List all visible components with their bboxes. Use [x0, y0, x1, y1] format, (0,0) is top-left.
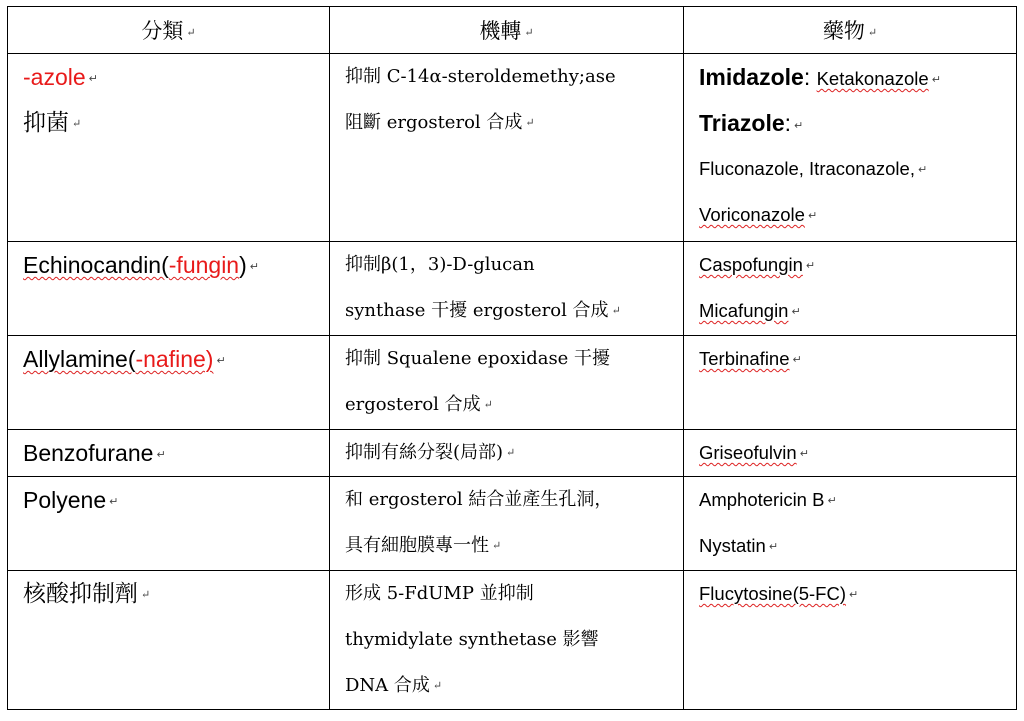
category-cell [8, 430, 330, 477]
drug-name: Amphotericin B [699, 489, 825, 510]
paragraph-mark-icon: ↵ [186, 26, 196, 39]
drugs-cell [684, 571, 1017, 710]
paragraph-mark-icon: ↵ [799, 448, 809, 461]
paragraph-mark-icon: ↵ [141, 588, 151, 601]
drugs-cell [684, 477, 1017, 571]
category-cell [8, 477, 330, 571]
paragraph-mark-icon: ↵ [432, 679, 443, 692]
mechanism-cell [330, 477, 684, 571]
paragraph-mark-icon: ↵ [768, 541, 779, 554]
mechanism-line: DNA 合成 [345, 675, 430, 696]
paragraph-mark-icon: ↵ [807, 210, 818, 223]
mechanism-cell [330, 430, 684, 477]
header-drugs: 藥物 ↵ [684, 7, 1017, 54]
category-cell [8, 54, 330, 242]
paragraph-mark-icon: ↵ [524, 26, 534, 39]
paragraph-mark-icon: ↵ [827, 495, 837, 508]
category-name: Benzofurane [23, 440, 154, 466]
table-row [8, 571, 1017, 710]
mechanism-line: 抑制有絲分裂(局部) [345, 442, 504, 463]
mechanism-cell [330, 336, 684, 430]
drug-class-triazole: Triazole [699, 110, 785, 136]
table-row [8, 430, 1017, 477]
mechanism-line: thymidylate synthetase 影響 [345, 629, 599, 650]
category-name: 核酸抑制劑 [23, 581, 138, 607]
mechanism-cell [330, 242, 684, 336]
paragraph-mark-icon: ↵ [249, 260, 259, 273]
category-cell [8, 336, 330, 430]
category-name: Echinocandin( [23, 252, 169, 278]
paragraph-mark-icon: ↵ [611, 304, 621, 317]
paragraph-mark-icon: ↵ [791, 306, 801, 319]
mechanism-line: 抑制β(1，3)-D-glucan [345, 254, 535, 275]
mechanism-line: 抑制 C-14α-steroldemethy;ase [345, 66, 616, 87]
paragraph-mark-icon: ↵ [492, 539, 502, 552]
category-suffix: -azole [23, 64, 86, 90]
table-row [8, 477, 1017, 571]
paragraph-mark-icon: ↵ [156, 448, 166, 461]
mechanism-cell [330, 54, 684, 242]
category-cell [8, 571, 330, 710]
drug-name: Ketakonazole [816, 68, 929, 89]
paragraph-mark-icon: ↵ [849, 589, 859, 602]
category-name: Polyene [23, 487, 107, 513]
drugs-cell: Imidazole: Ketakonazole ↵ Triazole: ↵ Fluconazole, Itraconazole, ↵ Voriconazole ↵ [684, 54, 1017, 242]
paragraph-mark-icon: ↵ [794, 120, 804, 133]
category-suffix: -fungin [168, 252, 240, 278]
table-row [8, 336, 1017, 430]
paragraph-mark-icon: ↵ [483, 398, 493, 411]
mechanism-line: 阻斷 ergosterol 合成 [345, 112, 523, 133]
category-name: Allylamine( [23, 346, 136, 372]
header-mechanism: 機轉 ↵ [330, 7, 684, 54]
mechanism-line: 具有細胞膜專一性 [345, 535, 489, 556]
drug-name: Terbinafine [699, 348, 790, 369]
paragraph-mark-icon: ↵ [867, 26, 878, 39]
table-row [8, 242, 1017, 336]
drug-name: Flucytosine(5-FC) [699, 583, 846, 604]
drugs-cell [684, 430, 1017, 477]
mechanism-line: synthase 干擾 ergosterol 合成 [345, 300, 609, 321]
drugs-cell [684, 242, 1017, 336]
drug-class-imidazole: Imidazole [699, 64, 804, 90]
paragraph-mark-icon: ↵ [917, 164, 928, 177]
mechanism-line: ergosterol 合成 [345, 394, 481, 415]
mechanism-line: 形成 5-FdUMP 並抑制 [345, 583, 534, 604]
paragraph-mark-icon: ↵ [506, 446, 516, 459]
mechanism-line: 抑制 Squalene epoxidase 干擾 [345, 348, 611, 369]
paragraph-mark-icon: ↵ [525, 116, 535, 129]
header-row [8, 7, 1017, 54]
mechanism-cell [330, 571, 684, 710]
category-suffix: -nafine) [135, 346, 214, 372]
paragraph-mark-icon: ↵ [88, 72, 98, 85]
drug-name: Voriconazole [699, 204, 805, 225]
mechanism-line: 和 ergosterol 結合並產生孔洞， [345, 489, 613, 510]
header-category: 分類 ↵ [8, 7, 330, 54]
paragraph-mark-icon: ↵ [792, 354, 802, 367]
paragraph-mark-icon: ↵ [216, 354, 226, 367]
paragraph-mark-icon: ↵ [805, 260, 816, 273]
category-note: 抑菌 [23, 110, 69, 136]
drug-name: Griseofulvin [699, 442, 797, 463]
paragraph-mark-icon: ↵ [72, 117, 82, 130]
drug-name: Nystatin [699, 535, 766, 556]
antifungal-table [7, 6, 1017, 710]
drug-name: Fluconazole, Itraconazole, [699, 158, 915, 179]
paragraph-mark-icon: ↵ [109, 495, 119, 508]
drug-name: Micafungin [699, 300, 789, 321]
paragraph-mark-icon: ↵ [931, 74, 941, 87]
table-row [8, 54, 1017, 242]
drug-name: Caspofungin [699, 254, 803, 275]
drugs-cell [684, 336, 1017, 430]
category-cell: Echinocandin(-fungin) ↵ [8, 242, 330, 336]
